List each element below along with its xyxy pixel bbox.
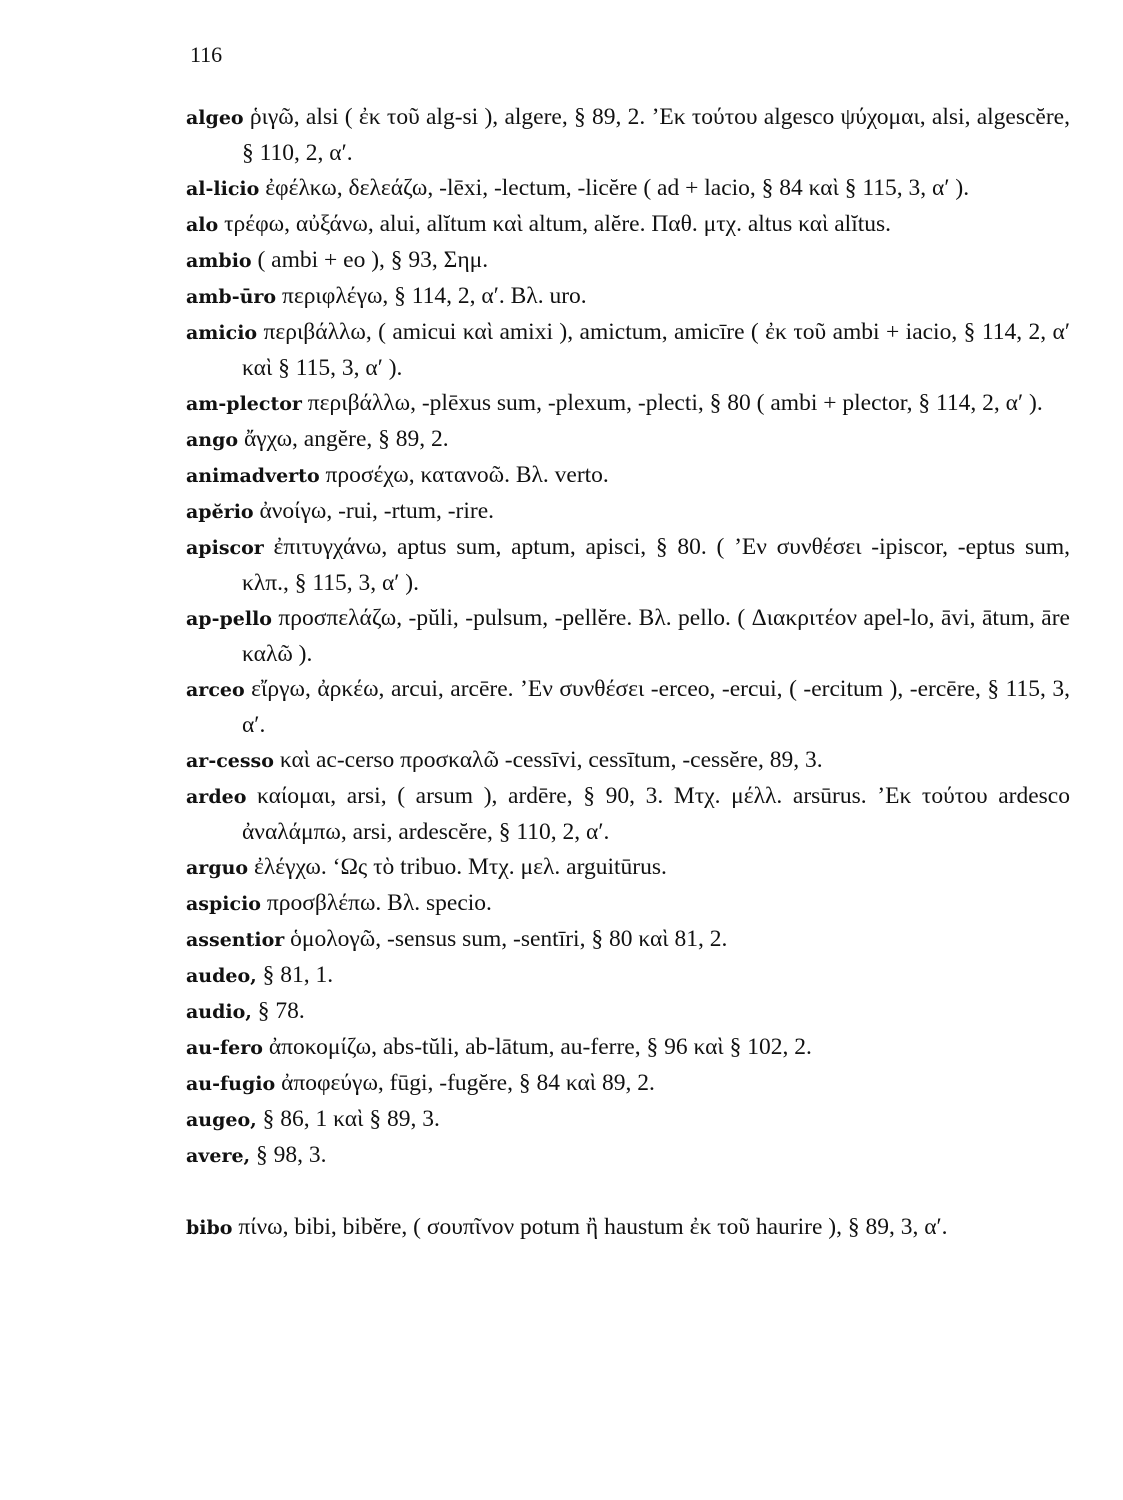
entry-headword: assentior [186,929,285,951]
entry-al-licio [186,171,1070,207]
entry-text: § 86, 1 καὶ § 89, 3. [256,1106,440,1132]
entry-animadverto [186,458,1070,494]
entry-au-fero [186,1030,1070,1066]
entry-augeo [186,1102,1070,1138]
entry-headword: apiscor [186,537,264,559]
entry-headword: arceo [186,679,245,701]
entry-text: § 81, 1. [256,962,334,988]
entry-headword: amb-ūro [186,286,277,308]
entry-amb-uro [186,279,1070,315]
entry-headword: audio, [186,1001,252,1023]
entry-apiscor [186,530,1070,601]
entry-arceo [186,672,1070,743]
entry-headword: apĕrio [186,501,254,523]
entry-text: § 98, 3. [250,1142,327,1168]
entry-text: περιβάλλω, ( amicui καὶ amixi ), amictum, amicīre ( ἐκ τοῦ ambi + iacio, § 114, 2, α′ καὶ § 115, 3, α′ ). [242,319,1070,381]
entry-headword: ap-pello [186,608,272,630]
entry-text: περιβάλλω, -plēxus sum, -plexum, -plecti, § 80 ( ambi + plector, § 114, 2, α′ ). [301,390,1043,416]
entry-ango [186,422,1070,458]
entry-headword: alo [186,214,219,236]
entry-headword: algeo [186,107,244,129]
entry-algeo [186,100,1070,171]
entry-text: ἐλέγχω. ‘Ως τὸ tribuo. Μτχ. μελ. arguitūrus. [248,854,667,880]
entry-headword: ambio [186,250,252,272]
entry-avere [186,1138,1070,1174]
entry-ap-pello [186,601,1070,672]
entry-text: ἐπιτυγχάνω, aptus sum, aptum, apisci, § 80. ( ’Εν συνθέσει -ipiscor, -eptus sum, κλπ., § 115, 3, α′ ). [242,534,1070,596]
entry-text: ἀποφεύγω, fūgi, -fugĕre, § 84 καὶ 89, 2. [275,1070,655,1096]
entry-text: πίνω, bibi, bibĕre, ( σουπῖνον potum ἢ haustum ἐκ τοῦ haurire ), § 89, 3, α′. [232,1214,948,1240]
entry-text: περιφλέγω, § 114, 2, α′. Βλ. uro. [276,283,587,309]
entry-ardeo [186,779,1070,850]
entry-text: προσέχω, κατανοῶ. Βλ. verto. [319,462,609,488]
entry-aspicio [186,886,1070,922]
entry-text: προσπελάζω, -pŭli, -pulsum, -pellĕre. Βλ. pello. ( Διακριτέον apel-lo, āvi, ātum, āre καλῶ ). [242,605,1070,667]
entry-headword: am-plector [186,393,302,415]
entry-ar-cesso [186,743,1070,779]
entry-arguo [186,850,1070,886]
entry-text: καὶ ac-cerso προσκαλῶ -cessīvi, cessītum, -cessĕre, 89, 3. [273,747,823,773]
entry-text: ( ambi + eo ), § 93, Σημ. [251,247,489,273]
entry-text: καίομαι, arsi, ( arsum ), ardēre, § 90, 3. Μτχ. μέλλ. arsūrus. ’Εκ τούτου ardesco ἀναλάμπω, arsi, ardescĕre, § 110, 2, α′. [242,783,1070,845]
entry-alo [186,207,1070,243]
entry-am-plector [186,386,1070,422]
entry-ambio [186,243,1070,279]
entry-text: εἴργω, ἀρκέω, arcui, arcēre. ’Εν συνθέσει -erceo, -ercui, ( -ercitum ), -ercēre, § 115, 3, α′. [242,676,1070,738]
entry-headword: ardeo [186,786,247,808]
entry-audio [186,994,1070,1030]
entry-text: ἀποκομίζω, abs-tŭli, ab-lātum, au-ferre, § 96 καὶ § 102, 2. [262,1034,812,1060]
dictionary-entries [186,100,1070,1246]
entry-audeo [186,958,1070,994]
entry-headword: amicio [186,322,258,344]
entry-headword: avere, [186,1145,251,1167]
entry-headword: bibo [186,1217,233,1239]
entry-headword: arguo [186,857,249,879]
entry-au-fugio [186,1066,1070,1102]
entry-text: ὁμολογῶ, -sensus sum, -sentīri, § 80 καὶ 81, 2. [284,926,728,952]
entry-headword: augeo, [186,1109,257,1131]
entry-text: προσβλέπω. Βλ. specio. [260,890,492,916]
entry-amicio [186,315,1070,386]
entry-headword: animadverto [186,465,320,487]
entry-headword: ar-cesso [186,750,274,772]
entry-text: ῥιγῶ, alsi ( ἐκ τοῦ alg-si ), algere, § 89, 2. ’Εκ τούτου algesco ψύχομαι, alsi, algescĕre, § 110, 2, α′. [242,104,1070,166]
entry-text: ἀνοίγω, -rui, -rtum, -rire. [253,498,495,524]
entry-text: ἄγχω, angĕre, § 89, 2. [238,426,449,452]
entry-text: § 78. [251,998,305,1024]
entry-headword: au-fugio [186,1073,276,1095]
entry-text: ἐφέλκω, δελεάζω, -lēxi, -lectum, -licĕre ( ad + lacio, § 84 καὶ § 115, 3, α′ ). [259,175,970,201]
entry-assentior [186,922,1070,958]
entry-headword: al-licio [186,178,260,200]
entry-text: τρέφω, αὐξάνω, alui, alĭtum καὶ altum, alĕre. Παθ. μτχ. altus καὶ alĭtus. [218,211,892,237]
entry-headword: audeo, [186,965,257,987]
entry-headword: aspicio [186,893,261,915]
page-number: 116 [190,42,223,67]
entry-bibo [186,1210,1070,1246]
entry-headword: ango [186,429,239,451]
entry-aperio [186,494,1070,530]
entry-headword: au-fero [186,1037,263,1059]
